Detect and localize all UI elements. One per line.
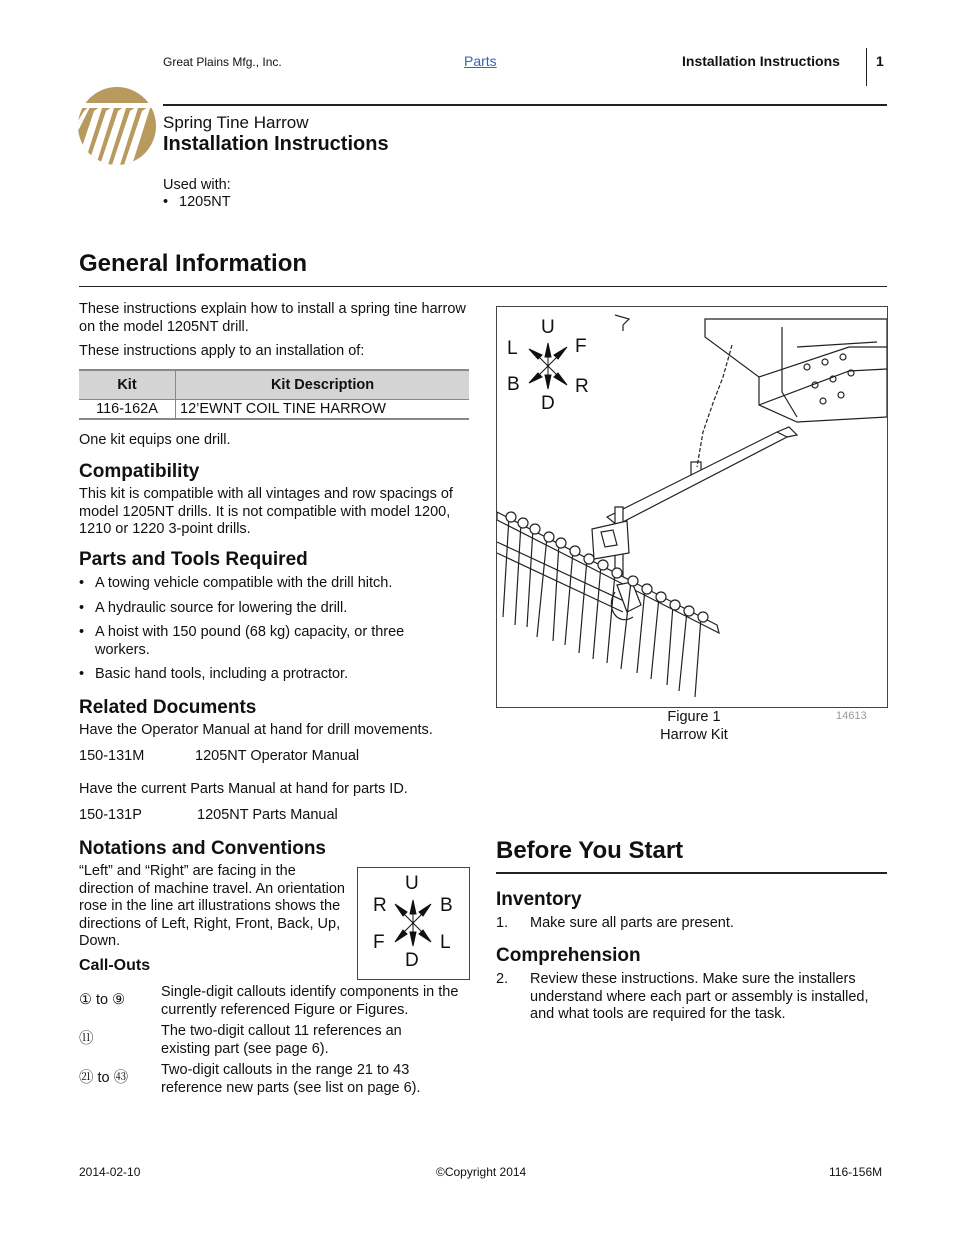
kit-col-header: Kit <box>79 370 176 400</box>
rose-label-back: B <box>507 374 520 395</box>
table-row <box>79 400 469 420</box>
rose-label-back: B <box>440 895 453 916</box>
applies-paragraph: These instructions apply to an installation of: <box>79 343 365 359</box>
parts-tools-list <box>79 575 459 691</box>
callout-symbol: ⑪ <box>79 1031 94 1047</box>
doc-type-title: Installation Instructions <box>163 133 389 155</box>
inventory-heading: Inventory <box>496 889 582 910</box>
figure-caption <box>654 709 734 744</box>
kit-desc-cell: 12’EWNT COIL TINE HARROW <box>176 400 470 420</box>
related-docs-heading: Related Documents <box>79 697 257 718</box>
kit-table-header-row <box>79 370 469 400</box>
product-name: Spring Tine Harrow <box>163 113 309 132</box>
used-with-list <box>163 194 231 219</box>
header-divider <box>866 48 867 86</box>
section-rule <box>79 286 887 287</box>
callout-description: Two-digit callouts in the range 21 to 43 reference new parts (see list on page 6). <box>161 1062 421 1096</box>
rose-label-up: U <box>541 317 555 338</box>
rose-label-down: D <box>541 393 555 414</box>
list-item: • Basic hand tools, including a protractor. <box>79 666 459 684</box>
callout-symbol: ㉑ to ㊸ <box>79 1070 129 1086</box>
header-doc-title: Installation Instructions <box>682 53 840 69</box>
callout-description: Single-digit callouts identify components in the currently referenced Figure or Figures. <box>161 984 459 1018</box>
kit-desc-col-header: Kit Description <box>176 370 470 400</box>
rose-label-right: R <box>575 376 589 397</box>
rose-label-up: U <box>405 873 419 894</box>
company-logo <box>78 87 156 165</box>
figure-number: Figure 1 <box>667 709 721 725</box>
kit-table <box>79 369 469 420</box>
callout-symbol: ① to ⑨ <box>79 992 126 1008</box>
parts-link[interactable]: Parts <box>464 53 497 69</box>
compatibility-text: This kit is compatible with all vintages and row spacings of model 1205NT drills. It is not compatible with model 1200, 1210 or 1220 3-point drills. <box>79 486 453 537</box>
before-start-heading: Before You Start <box>496 837 684 864</box>
rose-label-right: R <box>373 895 387 916</box>
compass-rose-icon <box>391 898 435 948</box>
parts-manual-title: 1205NT Parts Manual <box>197 807 338 823</box>
comprehension-heading: Comprehension <box>496 945 641 966</box>
used-with-label: Used with: <box>163 177 231 193</box>
harrow-kit-figure <box>496 306 888 708</box>
harrow-line-art <box>497 307 887 707</box>
section-rule <box>496 872 887 874</box>
rose-label-front: F <box>575 336 587 357</box>
list-item: • A hoist with 150 pound (68 kg) capacity, or three workers. <box>79 624 459 659</box>
step-text: Make sure all parts are present. <box>530 915 734 931</box>
intro-paragraph: These instructions explain how to install a spring tine harrow on the model 1205NT drill. <box>79 301 466 335</box>
step-number: 2. <box>496 971 509 987</box>
footer-copyright: ©Copyright 2014 <box>436 1165 527 1179</box>
orientation-rose <box>357 867 470 980</box>
rose-label-left: L <box>507 338 518 359</box>
callout-description: The two-digit callout 11 references an existing part (see page 6). <box>161 1023 402 1057</box>
notations-heading: Notations and Conventions <box>79 838 326 859</box>
operator-manual-title: 1205NT Operator Manual <box>195 748 360 764</box>
used-with-model: • 1205NT <box>163 194 231 212</box>
notations-text: “Left” and “Right” are facing in the direction of machine travel. An orientation rose in the line art illustrations shows the directions of Left, Right, Front, Back, Up, Down. <box>79 863 345 949</box>
parts-tools-heading: Parts and Tools Required <box>79 549 308 570</box>
figure-title: Harrow Kit <box>660 726 728 743</box>
list-item: • A towing vehicle compatible with the drill hitch. <box>79 575 459 593</box>
parts-manual-note: Have the current Parts Manual at hand for parts ID. <box>79 781 408 797</box>
general-info-heading: General Information <box>79 250 308 277</box>
art-number: 14613 <box>836 710 867 722</box>
step-number: 1. <box>496 915 509 931</box>
rose-label-left: L <box>440 932 451 953</box>
parts-manual-number: 150-131P <box>79 807 142 823</box>
kit-number-cell: 116-162A <box>79 400 176 420</box>
callouts-heading: Call-Outs <box>79 957 151 974</box>
footer-doc-number: 116-156M <box>829 1165 883 1179</box>
page-number: 1 <box>876 53 884 69</box>
kit-note: One kit equips one drill. <box>79 432 231 448</box>
step-text: Review these instructions. Make sure the installers understand where each part or assembly is installed, and what tools are required for the task. <box>530 971 869 1022</box>
company-name: Great Plains Mfg., Inc. <box>163 55 282 69</box>
footer-date: 2014-02-10 <box>79 1165 141 1179</box>
rose-label-front: F <box>373 932 385 953</box>
compatibility-heading: Compatibility <box>79 461 200 482</box>
title-rule <box>163 104 887 106</box>
list-item: • A hydraulic source for lowering the drill. <box>79 600 459 618</box>
rose-label-down: D <box>405 950 419 971</box>
operator-manual-number: 150-131M <box>79 748 145 764</box>
operator-manual-note: Have the Operator Manual at hand for drill movements. <box>79 722 433 738</box>
